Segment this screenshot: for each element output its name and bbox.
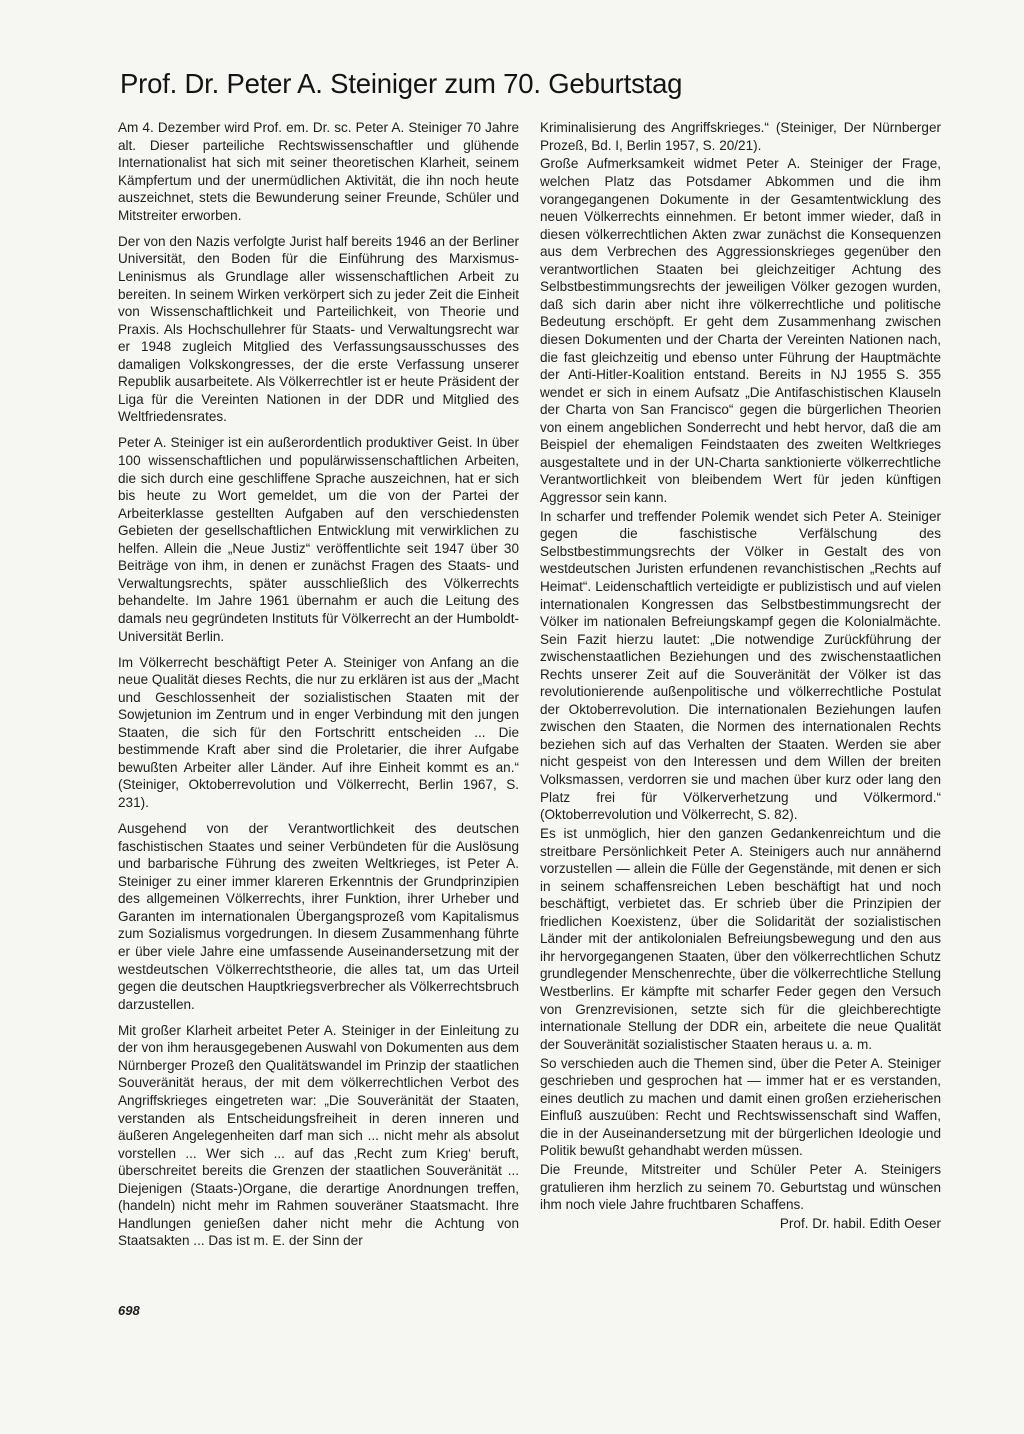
paragraph: Kriminalisierung des Angriffskrieges.“ (Steiniger, Der Nürnberger Prozeß, Bd. I, Berlin 1957, S. 20/21). bbox=[540, 120, 941, 153]
paragraph: Große Aufmerksamkeit widmet Peter A. Steiniger der Frage, welchen Platz das Potsdamer Abkommen und die ihm vorangegangenen Dokumente in der Gesamtentwicklung des neuen Völkerrechts einnehmen. Er betont immer wieder, daß in diesen völkerrechtlichen Akten zwar zunächst die Konsequenzen aus dem Verbrechen des Aggressionskrieges gegenüber den verantwortlichen Staaten bei gleichzeitiger Achtung des Selbstbestimmungsrechts der jeweiligen Völker gezogen wurden, daß sich darin aber nicht ihre völkerrechtliche und politische Bedeutung erschöpft. Er geht dem Zusammenhang zwischen diesen Dokumenten und der Charta der Vereinten Nationen nach, die fast gleichzeitig und ebenso unter Führung der Hauptmächte der Anti-Hitler-Koalition entstand. Bereits in NJ 1955 S. 355 wendet er sich in einem Aufsatz „Die Antifaschistischen Klauseln der Charta von San Francisco“ gegen die bürgerlichen Theorien von einem angeblichen Sonderrecht und hebt hervor, daß die am Beispiel der ehemaligen Feindstaaten des zweiten Weltkrieges ausgestaltete und in der UN-Charta sanktionierte völkerrechtliche Verantwortlichkeit von bleibendem Wert für jeden künftigen Aggressor sein kann. bbox=[540, 156, 941, 505]
right-column bbox=[540, 119, 941, 1233]
left-column bbox=[118, 119, 519, 1250]
paragraph: Am 4. Dezember wird Prof. em. Dr. sc. Peter A. Steiniger 70 Jahre alt. Dieser parteiliche Rechtswissenschaftler und glühende Internationalist hat sich mit seiner theoretischen Klarheit, seinem Kämpfertum und der unermüdlichen Aktivität, die ihn noch heute auszeichnet, stets die Bewunderung seiner Freunde, Schüler und Mitstreiter erworben. bbox=[118, 120, 519, 223]
paragraph: Peter A. Steiniger ist ein außerordentlich produktiver Geist. In über 100 wissenschaftlichen und populärwissenschaftlichen Arbeiten, die sich durch eine geschliffene Sprache auszeichnen, hat er sich bis heute zu Wort gemeldet, um die von der Partei der Arbeiterklasse gestellten Aufgaben auf den verschiedensten Gebieten der gesellschaftlichen Entwicklung mit verwirklichen zu helfen. Allein die „Neue Justiz“ veröffentlichte seit 1947 über 30 Beiträge von ihm, in denen er zunächst Fragen des Staats- und Verwaltungsrechts, später ausschließlich des Völkerrechts behandelte. Im Jahre 1961 übernahm er auch die Leitung des damals neu gegründeten Instituts für Völkerrecht an der Humboldt-Universität Berlin. bbox=[118, 435, 519, 644]
article-title: Prof. Dr. Peter A. Steiniger zum 70. Geburtstag bbox=[120, 68, 683, 99]
paragraph: Es ist unmöglich, hier den ganzen Gedankenreichtum und die streitbare Persönlichkeit Peter A. Steinigers auch nur annähernd vorzustellen — allein die Fülle der Gegenstände, mit denen er sich in seinem schaffensreichen Leben beschäftigt hat und noch beschäftigt, verbietet das. Er schrieb über die Prinzipien der friedlichen Koexistenz, über die Solidarität der sozialistischen Länder mit der antikolonialen Befreiungsbewegung und den aus ihr hervorgegangenen Staaten, über den völkerrechtlichen Schutz grundlegender Menschenrechte, über die völkerrechtliche Stellung Westberlins. Er kämpfte mit scharfer Feder gegen den Versuch von Grenzrevisionen, setzte sich für die gleichberechtigte internationale Stellung der DDR ein, arbeitete die neue Qualität der Souveränität sozialistischer Staaten heraus u. a. m. bbox=[540, 826, 941, 1052]
page-number: 698 bbox=[118, 1303, 140, 1318]
paragraph: Mit großer Klarheit arbeitet Peter A. Steiniger in der Einleitung zu der von ihm herausgegebenen Auswahl von Dokumenten aus dem Nürnberger Prozeß den Qualitätswandel im Prinzip der staatlichen Souveränität heraus, der mit dem völkerrechtlichen Verbot des Angriffskrieges eingetreten war: „Die Souveränität der Staaten, verstanden als Entscheidungsfreiheit in deren inneren und äußeren Angelegenheiten darf man sich ... nicht mehr als absolut vorstellen ... Wer sich ... auf das ‚Recht zum Krieg‘ beruft, überschreitet bereits die Grenzen der staatlichen Souveränität ... Diejenigen (Staats-)Organe, die derartige Anordnungen treffen, (handeln) nicht mehr im Rahmen souveräner Staatsmacht. Ihre Handlungen genießen daher nicht mehr die Achtung von Staatsakten ... Das ist m. E. der Sinn der bbox=[118, 1022, 519, 1249]
paragraph: Ausgehend von der Verantwortlichkeit des deutschen faschistischen Staates und seiner Verbündeten für die Auslösung und barbarische Führung des zweiten Weltkrieges, ist Peter A. Steiniger zu einer immer klareren Erkenntnis der Grundprinzipien des allgemeinen Völkerrechts, ihrer Funktion, ihrer Urheber und Garanten im internationalen Übergangsprozeß vom Kapitalismus zum Sozialismus vorgedrungen. In diesem Zusammenhang führte er über viele Jahre eine umfassende Auseinandersetzung mit der westdeutschen Völkerrechtstheorie, die alles tat, um das Urteil gegen die deutschen Hauptkriegsverbrecher als Völkerrechtsbruch darzustellen. bbox=[118, 821, 519, 1012]
author-signature: Prof. Dr. habil. Edith Oeser bbox=[779, 1216, 941, 1232]
paragraph: Im Völkerrecht beschäftigt Peter A. Steiniger von Anfang an die neue Qualität dieses Rechts, die nur zu erklären ist aus der „Macht und Geschlossenheit der sozialistischen Staaten mit der Sowjetunion im Zentrum und in enger Verbindung mit den jungen Staaten, die sich für den Fortschritt entscheiden ... Die bestimmende Kraft aber sind die Proletarier, die ihrer Aufgabe bewußten Arbeiter aller Länder. Auf ihre Einheit kommt es an.“ (Steiniger, Oktoberrevolution und Völkerrecht, Berlin 1967, S. 231). bbox=[118, 654, 519, 811]
paragraph: In scharfer und treffender Polemik wendet sich Peter A. Steiniger gegen die faschistische Verfälschung des Selbstbestimmungsrechts der Völker in Gestalt des von westdeutschen Juristen erfundenen revanchistischen „Rechts auf Heimat“. Leidenschaftlich verteidigte er publizistisch und auf vielen internationalen Kongressen das Selbstbestimmungsrecht der Völker im nationalen Befreiungskampf gegen die Kolonialmächte. Sein Fazit hierzu lautet: „Die notwendige Zurückführung der zwischenstaatlichen Beziehungen und des zwischenstaatlichen Rechts unserer Zeit auf die Souveränität der Völker ist das revolutionierende außenpolitische und völkerrechtliche Postulat der Oktoberrevolution. Die internationalen Beziehungen laufen zwischen den Staaten, die Normen des internationalen Rechts beziehen sich auf das Verhalten der Staaten. Werden sie aber nicht gespeist von den Interessen und dem Willen der breiten Volksmassen, verdorren sie und machen über kurz oder lang den Platz frei für Völkerverhetzung und Völkermord.“ (Oktoberrevolution und Völkerrecht, S. 82). bbox=[540, 508, 941, 823]
paragraph: Der von den Nazis verfolgte Jurist half bereits 1946 an der Berliner Universität, den Boden für die Einführung des Marxismus-Leninismus als Grundlage aller wissenschaftlichen Arbeit zu bereiten. In seinem Wirken verkörpert sich zu jeder Zeit die Einheit von Wissenschaftlichkeit und Parteilichkeit, von Theorie und Praxis. Als Hochschullehrer für Staats- und Verwaltungsrecht war er 1948 zugleich Mitglied des Verfassungsausschusses des damaligen Volkskongresses, der die erste Verfassung unserer Republik ausarbeitete. Als Völkerrechtler ist er heute Präsident der Liga für die Vereinten Nationen in der DDR und Mitglied des Weltfriedensrates. bbox=[118, 233, 519, 425]
paragraph: So verschieden auch die Themen sind, über die Peter A. Steiniger geschrieben und gesprochen hat — immer hat er es verstanden, eines deutlich zu machen und damit einen großen erzieherischen Einfluß auszuüben: Recht und Rechtswissenschaft sind Waffen, die in der Auseinandersetzung mit der bürgerlichen Ideologie und Politik bewußt gehandhabt werden müssen. bbox=[540, 1055, 941, 1159]
paragraph: Die Freunde, Mitstreiter und Schüler Peter A. Steinigers gratulieren ihm herzlich zu seinem 70. Geburtstag und wünschen ihm noch viele Jahre fruchtbaren Schaffens. bbox=[540, 1162, 941, 1213]
